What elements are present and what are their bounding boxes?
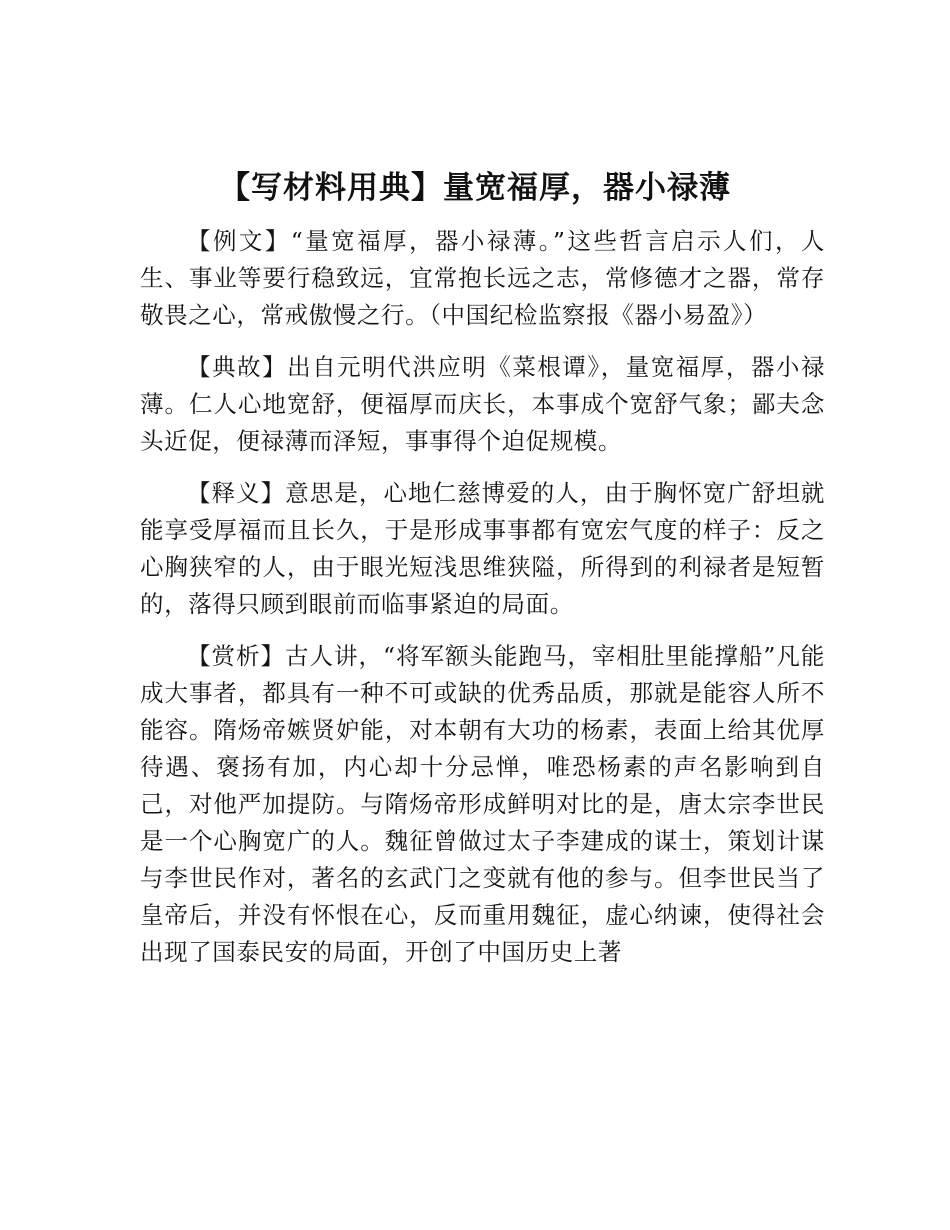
section-label: 【赏析】 (187, 642, 285, 670)
section-text: 出自元明代洪应明《菜根谭》，量宽福厚，器小禄薄。仁人心地宽舒，便福厚而庆长，本事成个宽舒气象；鄙夫念头近促，便禄薄而泽短，事事得个迫促规模。 (140, 353, 825, 455)
paragraph-meaning (140, 475, 825, 623)
section-text: 古人讲，“将军额头能跑马，宰相肚里能撑船”凡能成大事者，都具有一种不可或缺的优秀品质，那就是能容人所不能容。隋炀帝嫉贤妒能，对本朝有大功的杨素，表面上给其优厚待遇、褒扬有加，内心却十分忌惮，唯恐杨素的声名影响到自己，对他严加提防。与隋炀帝形成鲜明对比的是，唐太宗李世民是一个心胸宽广的人。魏征曾做过太子李建成的谋士，策划计谋与李世民作对，著名的玄武门之变就有他的参与。但李世民当了皇帝后，并没有怀恨在心，反而重用魏征，虚心纳谏，使得社会出现了国泰民安的局面，开创了中国历史上著 (140, 642, 825, 966)
paragraph-appreciation (140, 638, 825, 971)
paragraph-allusion (140, 349, 825, 460)
section-label: 【释义】 (187, 479, 286, 507)
section-text: “量宽福厚，器小禄薄。”这些哲言启示人们，人生、事业等要行稳致远，宜常抱长远之志，常修德才之器，常存敬畏之心，常戒傲慢之行。（中国纪检监察报《器小易盈》） (140, 227, 825, 329)
document-body (140, 223, 825, 986)
section-text: 意思是，心地仁慈博爱的人，由于胸怀宽广舒坦就能享受厚福而且长久，于是形成事事都有宽宏气度的样子：反之心胸狭窄的人，由于眼光短浅思维狭隘，所得到的利禄者是短暂的，落得只顾到眼前而临事紧迫的局面。 (140, 479, 826, 618)
section-label: 【典故】 (187, 353, 288, 381)
page-title: 【写材料用典】量宽福厚，器小禄薄 (219, 170, 731, 206)
paragraph-example (140, 223, 825, 334)
section-label: 【例文】 (187, 227, 291, 255)
